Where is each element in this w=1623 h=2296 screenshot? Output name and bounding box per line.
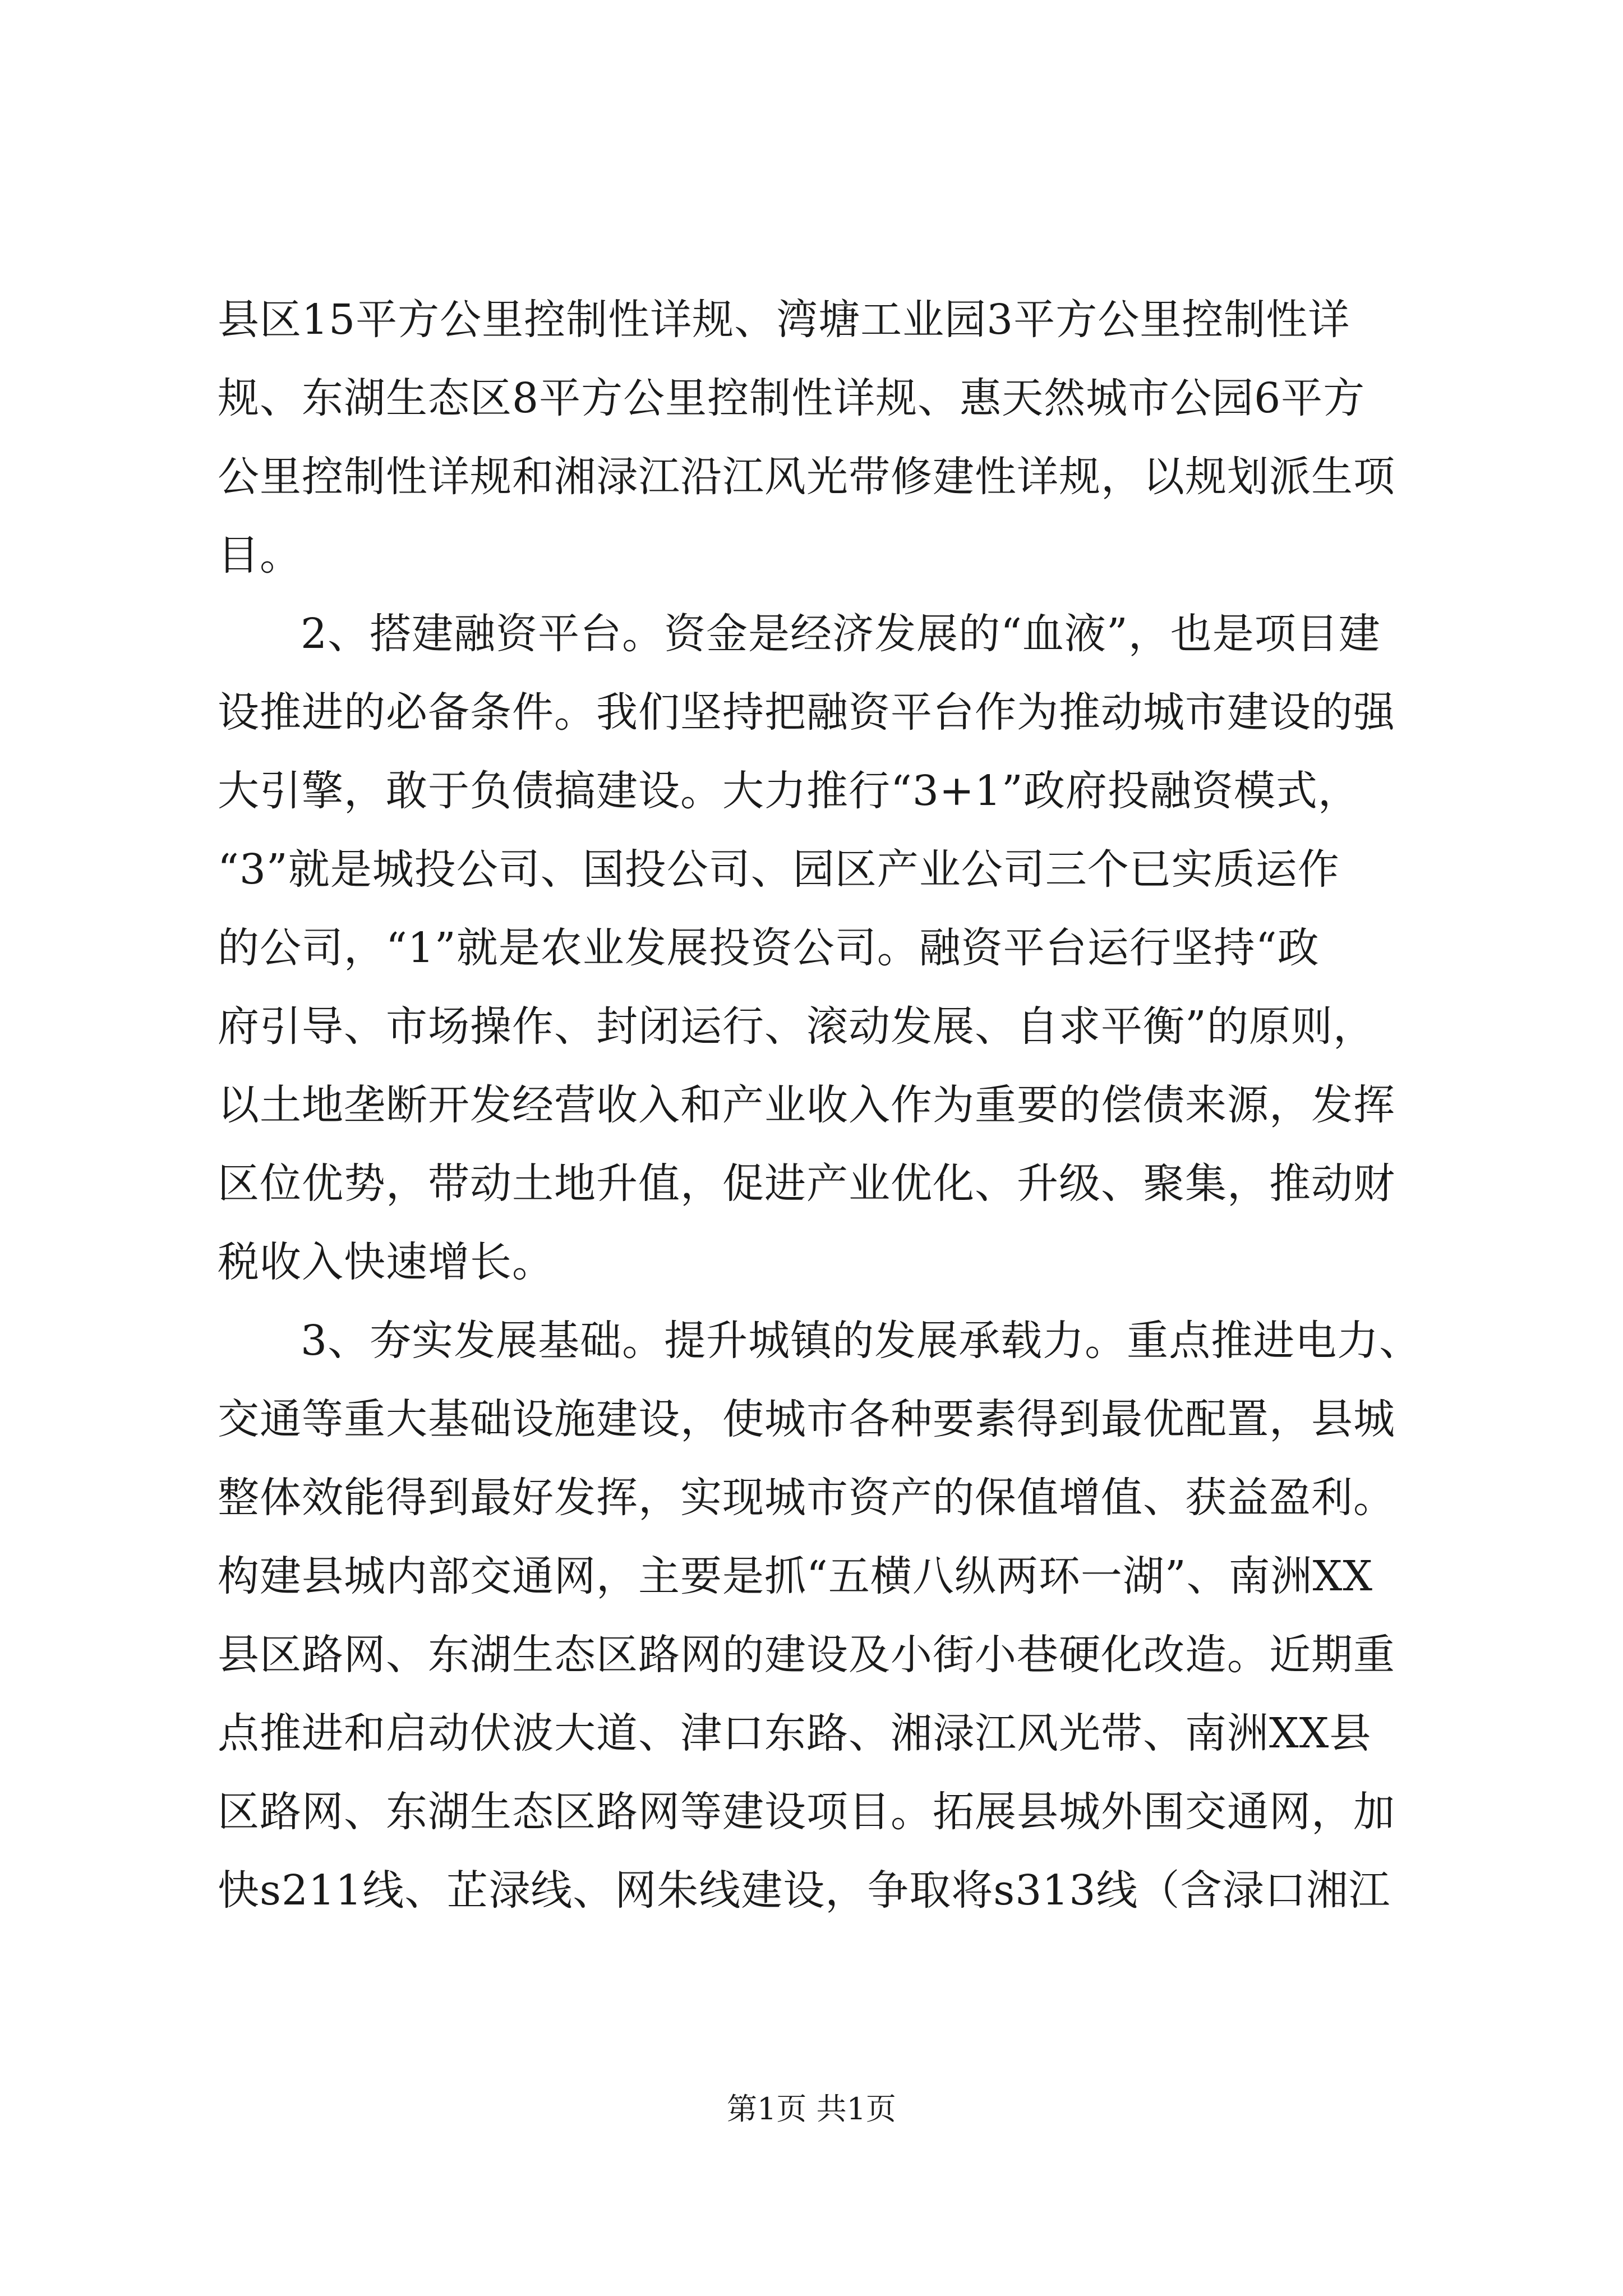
text-line: 构建县城内部交通网，主要是抓“五横八纵两环一湖”、南洲XX [218,1552,1373,1600]
text-line: 大引擎，敢于负债搞建设。大力推行“3+1”政府投融资模式， [218,767,1360,815]
text-line: 区路网、东湖生态区路网等建设项目。拓展县城外围交通网，加 [218,1788,1395,1836]
text-line: 公里控制性详规和湘渌江沿江风光带修建性详规，以规划派生项 [218,453,1395,501]
page-footer: 第1页 共1页 [727,2091,896,2127]
paragraph-start-line: 3、夯实发展基础。提升城镇的发展承载力。重点推进电力、 [301,1317,1422,1365]
text-line: 税收入快速增长。 [218,1238,554,1286]
text-line: 的公司，“1”就是农业发展投资公司。融资平台运行坚持“政 [218,924,1320,972]
text-line: 规、东湖生态区8平方公里控制性详规、惠天然城市公园6平方 [218,374,1366,422]
document-body [218,280,1423,1930]
text-line: 县区路网、东湖生态区路网的建设及小街小巷硬化改造。近期重 [218,1631,1395,1679]
text-line: 交通等重大基础设施建设，使城市各种要素得到最优配置，县城 [218,1395,1395,1443]
text-line: 府引导、市场操作、封闭运行、滚动发展、自求平衡”的原则， [218,1002,1375,1051]
text-line: 区位优势，带动土地升值，促进产业优化、升级、聚集，推动财 [218,1159,1395,1208]
text-line: 设推进的必备条件。我们坚持把融资平台作为推动城市建设的强 [218,688,1395,737]
text-line: 快s211线、芷渌线、网朱线建设，争取将s313线（含渌口湘江 [218,1866,1391,1915]
text-line: 整体效能得到最好发挥，实现城市资产的保值增值、获益盈利。 [218,1474,1395,1522]
text-line: 目。 [218,531,302,579]
text-line: “3”就是城投公司、国投公司、园区产业公司三个已实质运作 [218,845,1340,894]
text-line: 县区15平方公里控制性详规、湾塘工业园3平方公里控制性详 [218,296,1350,344]
text-line: 以土地垄断开发经营收入和产业收入作为重要的偿债来源，发挥 [218,1081,1395,1129]
text-line: 点推进和启动伏波大道、津口东路、湘渌江风光带、南洲XX县 [218,1709,1372,1757]
paragraph-start-line: 2、搭建融资平台。资金是经济发展的“血液”，也是项目建 [301,610,1381,658]
